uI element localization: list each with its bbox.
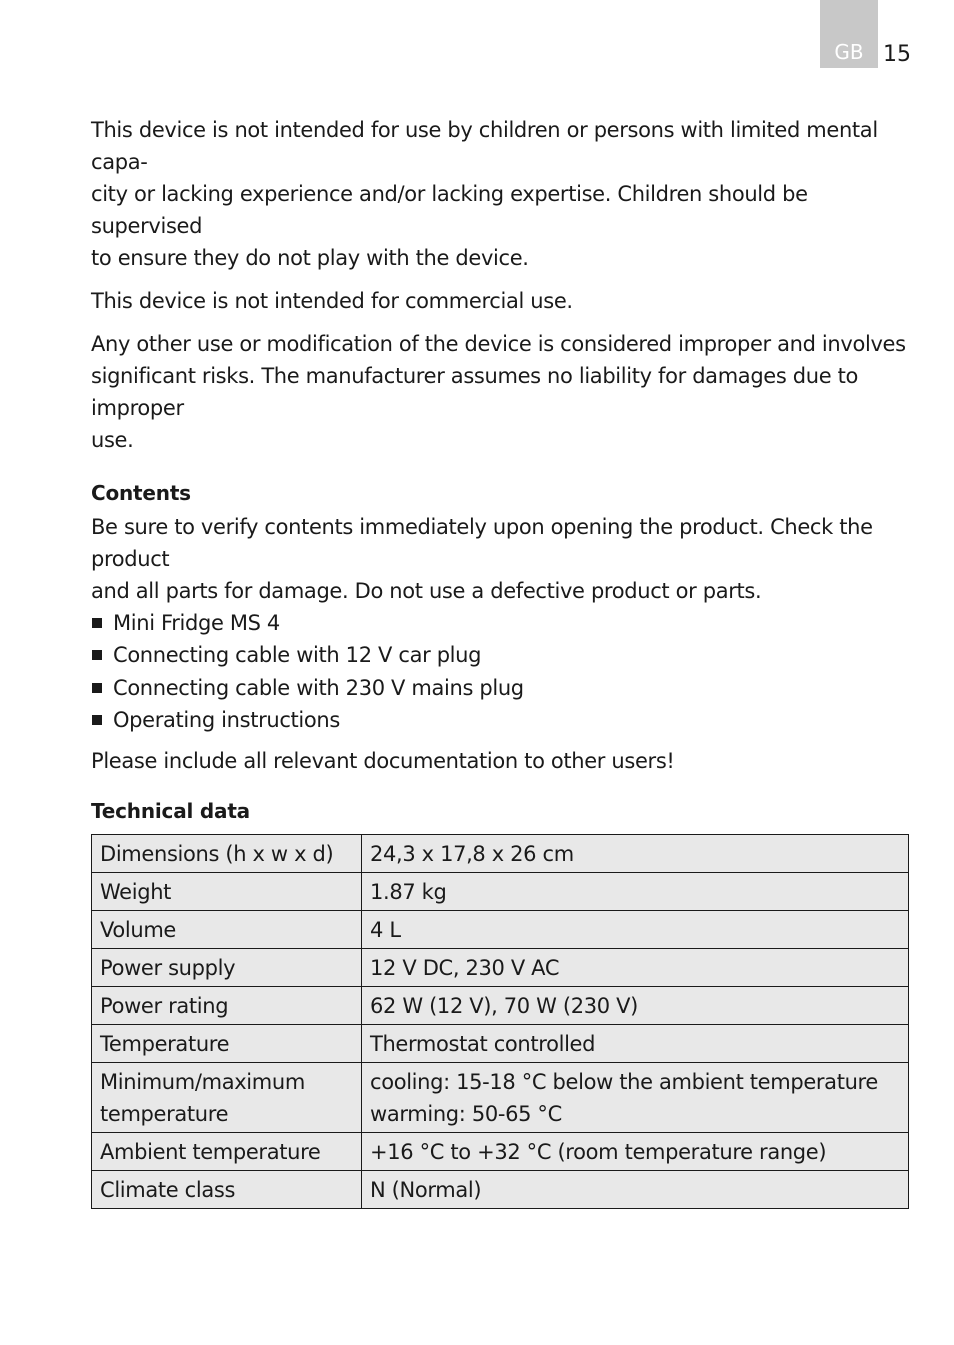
- contents-intro-line: Be sure to verify contents immediately upon opening the product. Check the product: [91, 515, 873, 571]
- children-warning-line: to ensure they do not play with the device.: [91, 246, 529, 270]
- spec-value: [362, 1063, 909, 1133]
- technical-data-heading: Technical data: [91, 799, 250, 824]
- list-item-text: Connecting cable with 230 V mains plug: [113, 675, 524, 700]
- children-warning-paragraph: [91, 114, 909, 274]
- spec-value: N (Normal): [362, 1171, 909, 1209]
- children-warning-line: city or lacking experience and/or lacking expertise. Children should be supervised: [91, 182, 808, 238]
- spec-label: [92, 1063, 362, 1133]
- documentation-note: Please include all relevant documentation to other users!: [91, 749, 675, 774]
- contents-intro-line: and all parts for damage. Do not use a defective product or parts.: [91, 579, 762, 603]
- square-bullet-icon: [92, 618, 102, 628]
- table-row: [92, 1025, 909, 1063]
- list-item: [91, 639, 909, 671]
- language-label: GB: [834, 40, 864, 64]
- spec-label: Dimensions (h x w x d): [92, 835, 362, 873]
- list-item-text: Connecting cable with 12 V car plug: [113, 643, 482, 668]
- spec-label-line: temperature: [100, 1102, 229, 1127]
- improper-use-line: use.: [91, 428, 134, 452]
- improper-use-line: significant risks. The manufacturer assumes no liability for damages due to improper: [91, 364, 859, 420]
- spec-label: Power supply: [92, 949, 362, 987]
- contents-intro-paragraph: [91, 511, 909, 607]
- table-row: [92, 1133, 909, 1171]
- commercial-use-paragraph: This device is not intended for commercial use.: [91, 289, 573, 313]
- spec-label: Ambient temperature: [92, 1133, 362, 1171]
- contents-list: [91, 607, 909, 736]
- square-bullet-icon: [92, 715, 102, 725]
- language-tab: [820, 0, 878, 68]
- list-item: [91, 672, 909, 704]
- list-item: [91, 704, 909, 736]
- page-content: [91, 114, 909, 1209]
- improper-use-line: Any other use or modification of the device is considered improper and involves: [91, 332, 906, 356]
- spec-label-line: Minimum/maximum: [100, 1070, 305, 1095]
- list-item-text: Operating instructions: [113, 707, 340, 732]
- spec-value: 12 V DC, 230 V AC: [362, 949, 909, 987]
- spec-value: 62 W (12 V), 70 W (230 V): [362, 987, 909, 1025]
- spec-value: +16 °C to +32 °C (room temperature range): [362, 1133, 909, 1171]
- spec-label: Temperature: [92, 1025, 362, 1063]
- table-row: [92, 949, 909, 987]
- square-bullet-icon: [92, 650, 102, 660]
- spec-label: Weight: [92, 873, 362, 911]
- spec-value-line: warming: 50-65 °C: [370, 1102, 562, 1127]
- square-bullet-icon: [92, 683, 102, 693]
- spec-value-line: cooling: 15-18 °C below the ambient temperature: [370, 1070, 878, 1095]
- table-row: [92, 987, 909, 1025]
- improper-use-paragraph: [91, 328, 909, 456]
- children-warning-line: This device is not intended for use by children or persons with limited mental capa-: [91, 118, 878, 174]
- table-row: [92, 835, 909, 873]
- spec-value: 24,3 x 17,8 x 26 cm: [362, 835, 909, 873]
- spec-value: Thermostat controlled: [362, 1025, 909, 1063]
- table-row: [92, 1063, 909, 1133]
- list-item-text: Mini Fridge MS 4: [113, 611, 280, 635]
- table-row: [92, 911, 909, 949]
- list-item: [91, 607, 909, 639]
- spec-label: Volume: [92, 911, 362, 949]
- table-row: [92, 873, 909, 911]
- table-row: [92, 1171, 909, 1209]
- page-number: 15: [883, 42, 911, 67]
- technical-data-table: [91, 834, 909, 1209]
- spec-label: Climate class: [92, 1171, 362, 1209]
- spec-value: 1.87 kg: [362, 873, 909, 911]
- spec-label: Power rating: [92, 987, 362, 1025]
- contents-heading: Contents: [91, 481, 191, 505]
- spec-value: 4 L: [362, 911, 909, 949]
